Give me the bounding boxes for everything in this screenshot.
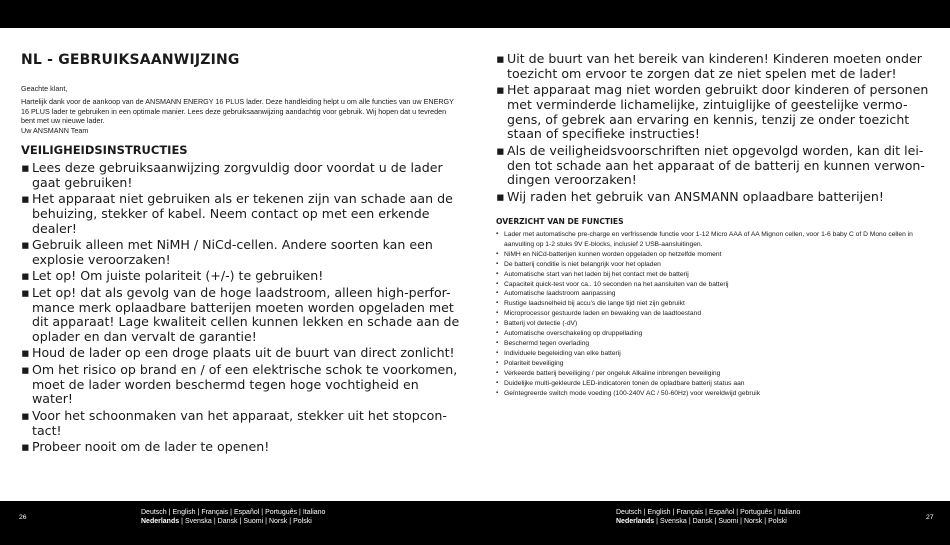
list-item: ▪ Het apparaat mag niet worden gebruikt door kinderen of personen met verminderde lichamelijke, zintuiglijke of geestelijke vermo-gens, of gebrek aan ervaring en kennis, tenzij ze onder toezicht staan of specifieke instructies! [496,82,929,142]
bullet-icon: ▪ [21,160,30,175]
bullet-icon: ▪ [496,82,505,98]
bullet-icon: ▪ [496,349,499,356]
features-list [496,230,930,398]
bullet-icon: ▪ [496,359,499,366]
lang-link-espanol[interactable]: Español [233,509,260,516]
list-item: ▪ Voor het schoonmaken van het apparaat, stekker uit het stopcon-tact! [21,407,447,438]
lang-link-norsk[interactable]: Norsk [743,518,763,525]
bullet-icon: ▪ [496,330,499,337]
bullet-icon: ▪ [496,260,499,267]
list-item: ▪ Verkeerde batterij beveiliging / per ongeluk Alkaline inbrengen beveiliging [496,369,721,377]
language-nav-left [141,508,371,526]
list-item: ▪ Gebruik alleen met NiMH / NiCd-cellen. Andere soorten kan een explosie veroorzaken! [21,237,433,267]
page-number-right: 27 [926,514,934,521]
list-item: ▪ Houd de lader op een droge plaats uit de buurt van direct zonlicht! [21,345,455,361]
lang-link-svenska[interactable]: Svenska [659,518,687,525]
lang-link-polski[interactable]: Polski [768,518,787,525]
bullet-icon: ▪ [496,339,499,346]
intro-signature: Uw ANSMANN Team [21,125,89,135]
lang-link-suomi[interactable]: Suomi [718,518,739,525]
list-item: ▪ Om het risico op brand en / of een elektrische schok te voorkomen, moet de lader worden beschermd tegen hoge vochtigheid en water! [21,361,458,407]
safety-list-continued [496,52,934,206]
list-item: ▪ NiMH en NiCd-batterijen kunnen worden opgeladen op hetzelfde moment [496,250,722,258]
list-item: ▪ Automatische laadstroom aanpassing [496,290,616,298]
lang-link-dansk[interactable]: Dansk [217,518,238,525]
lang-link-norsk[interactable]: Norsk [268,518,288,525]
bullet-icon: ▪ [496,389,499,396]
list-item: ▪ Lader met automatische pre-charge en verfrissende functie voor 1-12 Micro AAA of AA Mignon cellen, voor 1-6 baby C of D Mono cellen in aanvulling op 1-2 stuks 9V E-blocks, inclusief 2 USB-aansluitingen. [496,231,913,248]
list-item: ▪ Uit de buurt van het bereik van kinderen! Kinderen moeten onder toezicht om ervoor te zorgen dat ze niet spelen met de lader! [496,51,922,81]
list-item: ▪ Polariteit beveiliging [496,359,564,367]
lang-link-english[interactable]: English [647,509,671,516]
intro-body: Hartelijk dank voor de aankoop van de ANSMANN ENERGY 16 PLUS lader. Deze handleiding helpt u om alle functies van uw ENERGY 16 PLUS lader te gebruiken in een optimale manier. Lees deze gebruiksaanwijzing aandachtig voor gebruik. Wij hopen dat u tevreden bent met uw nieuwe lader. [21,97,454,126]
top-bar [0,0,950,28]
list-item: ▪ Als de veiligheidsvoorschriften niet opgevolgd worden, kan dit lei-den tot schade aan het apparaat of de batterij en kunnen verwon-dingen veroorzaken! [496,142,925,188]
bullet-icon: ▪ [496,320,499,327]
lang-link-portugues[interactable]: Português [265,509,298,516]
list-item: ▪ Probeer nooit om de lader te openen! [21,439,270,455]
language-row-2: Nederlands | Svenska | Dansk | Suomi | Norsk | Polski [616,518,787,525]
lang-link-suomi[interactable]: Suomi [243,518,264,525]
lang-link-portugues[interactable]: Português [740,509,773,516]
lang-link-francais[interactable]: Français [676,509,704,516]
list-item: ▪ Batterij vol detectie (-dV) [496,320,578,328]
lang-link-italiano[interactable]: Italiano [777,509,801,516]
lang-link-nederlands[interactable]: Nederlands [141,518,180,525]
lang-link-espanol[interactable]: Español [708,509,735,516]
list-item: ▪ Beschermd tegen overlading [496,339,590,347]
list-item: ▪ Lees deze gebruiksaanwijzing zorgvuldig door voordat u de lader gaat gebruiken! [21,160,443,190]
lang-link-italiano[interactable]: Italiano [302,509,326,516]
language-row-2: Nederlands | Svenska | Dansk | Suomi | Norsk | Polski [141,518,312,525]
page-number-left: 26 [19,514,27,521]
bullet-icon: ▪ [21,284,30,300]
bullet-icon: ▪ [21,439,30,455]
bullet-icon: ▪ [21,191,30,207]
list-item: ▪ Rustige laadsnelheid bij accu's die lange tijd niet zijn gebruikt [496,300,685,308]
bullet-icon: ▪ [496,270,499,277]
bullet-icon: ▪ [496,280,499,287]
lang-link-english[interactable]: English [172,509,196,516]
list-item: ▪ Wij raden het gebruik van ANSMANN oplaadbare batterijen! [496,188,884,204]
bullet-icon: ▪ [496,51,505,66]
bullet-icon: ▪ [496,290,499,297]
features-heading: OVERZICHT VAN DE FUNCTIES [496,217,624,226]
safety-heading: VEILIGHEIDSINSTRUCTIES [21,143,188,157]
bullet-icon: ▪ [496,142,505,158]
lang-link-nederlands[interactable]: Nederlands [616,518,655,525]
bullet-icon: ▪ [21,345,30,361]
language-row-1: Deutsch | English | Français | Español | Português | Italiano [616,509,801,516]
bullet-icon: ▪ [496,250,499,257]
list-item: ▪ Microprocessor gestuurde laden en bewaking van de laadtoestand [496,310,702,318]
intro-text [21,84,461,135]
lang-link-deutsch[interactable]: Deutsch [141,509,167,516]
intro-greeting: Geachte klant, [21,84,68,93]
list-item: ▪ Let op! Om juiste polariteit (+/-) te gebruiken! [21,268,324,284]
list-item: ▪ De batterij conditie is niet belangrijk voor het opladen [496,260,661,268]
list-item: ▪ Capaciteit quick-test voor ca.. 10 seconden na het aansluiten van de batterij [496,280,729,288]
bullet-icon: ▪ [496,188,505,204]
bullet-icon: ▪ [496,379,499,386]
page-title: NL - GEBRUIKSAANWIJZING [21,52,240,68]
list-item: ▪ Automatische start van het laden bij het contact met de batterij [496,270,689,278]
list-item: ▪ Individuele begeleiding van elke batterij [496,349,621,357]
bullet-icon: ▪ [21,268,30,284]
bullet-icon: ▪ [496,231,499,237]
list-item: ▪ Duidelijke multi-gekleurde LED-indicatoren tonen de opladbare batterij status aan [496,379,745,387]
lang-link-deutsch[interactable]: Deutsch [616,509,642,516]
language-nav-right [616,508,846,526]
bullet-icon: ▪ [21,361,30,377]
list-item: ▪ Het apparaat niet gebruiken als er tekenen zijn van schade aan de behuizing, stekker of kabel. Neem contact op met een erkende dealer! [21,191,453,236]
lang-link-polski[interactable]: Polski [293,518,312,525]
lang-link-svenska[interactable]: Svenska [184,518,212,525]
language-row-1: Deutsch | English | Français | Español | Português | Italiano [141,509,326,516]
lang-link-dansk[interactable]: Dansk [692,518,713,525]
list-item: ▪ Geïntegreerde switch mode voeding (100-240V AC / 50-60Hz) voor wereldwijd gebruik [496,389,761,397]
bullet-icon: ▪ [496,310,499,317]
list-item: ▪ Automatische overschakeling op druppellading [496,330,643,338]
bullet-icon: ▪ [21,407,30,423]
bullet-icon: ▪ [21,237,30,253]
lang-link-francais[interactable]: Français [201,509,229,516]
list-item: ▪ Let op! dat als gevolg van de hoge laadstroom, alleen high-perfor-mance merk oplaadbare batterijen moeten worden opgeladen met dit apparaat! Lage kwaliteit cellen kunnen lekken en schade aan de oplader en dan vervalt de garantie! [21,284,460,344]
safety-list [21,161,461,457]
bullet-icon: ▪ [496,369,499,376]
bullet-icon: ▪ [496,300,499,307]
